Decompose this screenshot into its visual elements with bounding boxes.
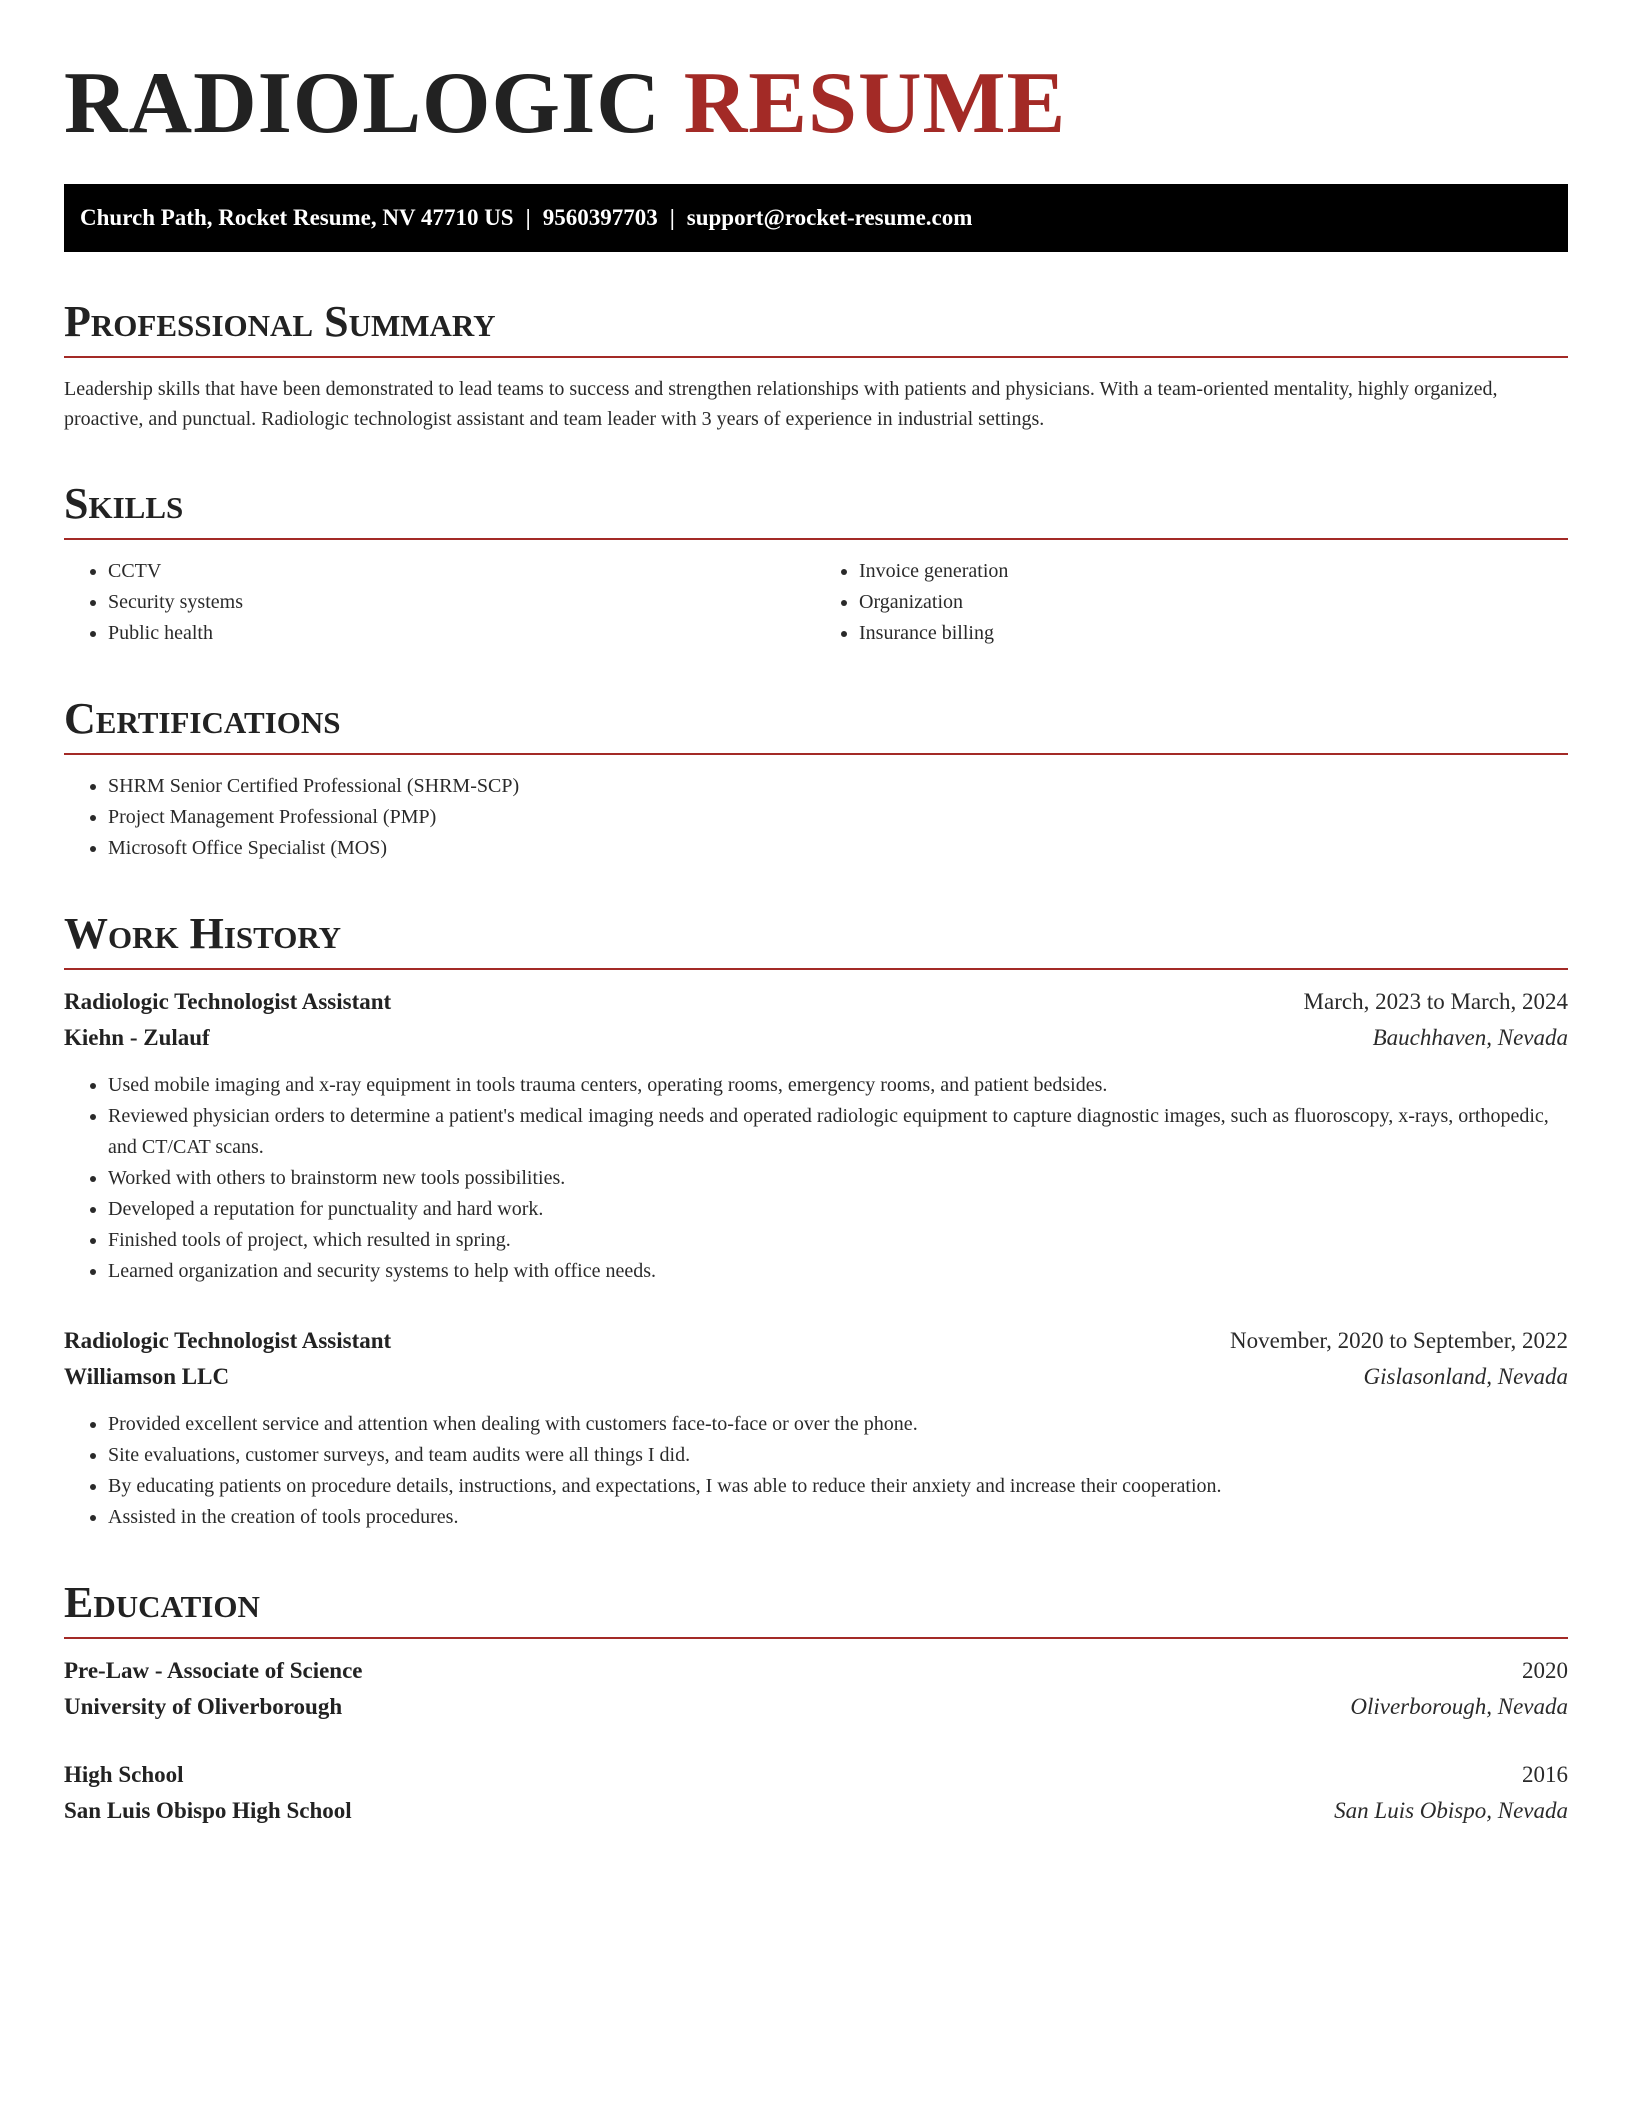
skills-grid <box>64 540 1568 649</box>
education-school-row <box>64 1793 1568 1829</box>
skill-item: • Public health <box>108 618 817 649</box>
section-heading: Skills <box>64 478 1568 540</box>
job-company: Williamson LLC <box>64 1364 230 1389</box>
section-heading: Education <box>64 1577 1568 1639</box>
section-heading: Work History <box>64 908 1568 970</box>
skill-item: • Security systems <box>108 587 817 618</box>
job-bullet: • Finished tools of project, which resulted in spring. <box>108 1225 1568 1256</box>
education-year: 2016 <box>1522 1762 1568 1787</box>
education-school: San Luis Obispo High School <box>64 1798 352 1823</box>
skills-list-right <box>817 556 1568 649</box>
certifications-list <box>64 771 1568 864</box>
contact-bar <box>64 184 1568 252</box>
education-year: 2020 <box>1522 1658 1568 1683</box>
job-title: Radiologic Technologist Assistant <box>64 1328 392 1353</box>
job-company-row <box>64 1359 1568 1395</box>
job-company: Kiehn - Zulauf <box>64 1025 210 1050</box>
work-history-section <box>64 908 1568 1533</box>
education-degree-row <box>64 1757 1568 1793</box>
education-entry <box>64 1757 1568 1829</box>
job-bullet: • Learned organization and security systems to help with office needs. <box>108 1256 1568 1287</box>
education-school-row <box>64 1689 1568 1725</box>
summary-section <box>64 296 1568 434</box>
contact-address: Church Path, Rocket Resume, NV 47710 US <box>80 205 514 230</box>
job-dates: November, 2020 to September, 2022 <box>1230 1328 1568 1353</box>
skill-item: • Organization <box>859 587 1568 618</box>
education-location: Oliverborough, Nevada <box>1350 1694 1568 1719</box>
education-entry <box>64 1653 1568 1725</box>
education-degree-row <box>64 1653 1568 1689</box>
job-bullet: • Developed a reputation for punctuality and hard work. <box>108 1194 1568 1225</box>
skills-list-left <box>64 556 817 649</box>
section-heading: Professional Summary <box>64 296 1568 358</box>
job-bullet: • Reviewed physician orders to determine a patient's medical imaging needs and operated radiologic equipment to capture diagnostic images, such as fluoroscopy, x-rays, orthopedic, and CT/CAT scans. <box>108 1101 1568 1163</box>
job-header-row <box>64 984 1568 1020</box>
job-entry <box>64 984 1568 1287</box>
contact-phone: 9560397703 <box>542 205 658 230</box>
title-part-2: RESUME <box>683 55 1067 152</box>
job-title: Radiologic Technologist Assistant <box>64 989 392 1014</box>
title-part-1: RADIOLOGIC <box>64 55 661 152</box>
job-location: Gislasonland, Nevada <box>1363 1364 1568 1389</box>
education-location: San Luis Obispo, Nevada <box>1334 1798 1568 1823</box>
job-bullet: • Used mobile imaging and x-ray equipment in tools trauma centers, operating rooms, emergency rooms, and patient bedsides. <box>108 1070 1568 1101</box>
section-heading: Certifications <box>64 693 1568 755</box>
job-bullet: • Worked with others to brainstorm new tools possibilities. <box>108 1163 1568 1194</box>
education-section <box>64 1577 1568 1829</box>
contact-email: support@rocket-resume.com <box>686 205 973 230</box>
education-school: University of Oliverborough <box>64 1694 343 1719</box>
job-bullets <box>64 1070 1568 1287</box>
job-bullet: • Provided excellent service and attention when dealing with customers face-to-face or over the phone. <box>108 1409 1568 1440</box>
job-bullet: • By educating patients on procedure details, instructions, and expectations, I was able to reduce their anxiety and increase their cooperation. <box>108 1471 1568 1502</box>
skill-item: • Insurance billing <box>859 618 1568 649</box>
job-bullet: • Site evaluations, customer surveys, and team audits were all things I did. <box>108 1440 1568 1471</box>
certification-item: • SHRM Senior Certified Professional (SHRM-SCP) <box>108 771 1568 802</box>
certifications-section <box>64 693 1568 864</box>
certification-item: • Project Management Professional (PMP) <box>108 802 1568 833</box>
job-company-row <box>64 1020 1568 1056</box>
certification-item: • Microsoft Office Specialist (MOS) <box>108 833 1568 864</box>
contact-separator: | <box>669 205 675 230</box>
job-entry <box>64 1323 1568 1533</box>
job-header-row <box>64 1323 1568 1359</box>
job-dates: March, 2023 to March, 2024 <box>1303 989 1568 1014</box>
education-degree: Pre-Law - Associate of Science <box>64 1658 363 1683</box>
summary-text: Leadership skills that have been demonstrated to lead teams to success and strengthen relationships with patients and physicians. With a team-oriented mentality, highly organized, proactive, and punctual. Radiologic technologist assistant and team leader with 3 years of experience in industrial settings. <box>64 378 1498 430</box>
job-bullets <box>64 1409 1568 1533</box>
resume-title <box>64 56 1568 152</box>
job-bullet: • Assisted in the creation of tools procedures. <box>108 1502 1568 1533</box>
skills-section <box>64 478 1568 649</box>
job-location: Bauchhaven, Nevada <box>1372 1025 1568 1050</box>
contact-separator: | <box>525 205 531 230</box>
education-degree: High School <box>64 1762 184 1787</box>
skill-item: • Invoice generation <box>859 556 1568 587</box>
skill-item: • CCTV <box>108 556 817 587</box>
